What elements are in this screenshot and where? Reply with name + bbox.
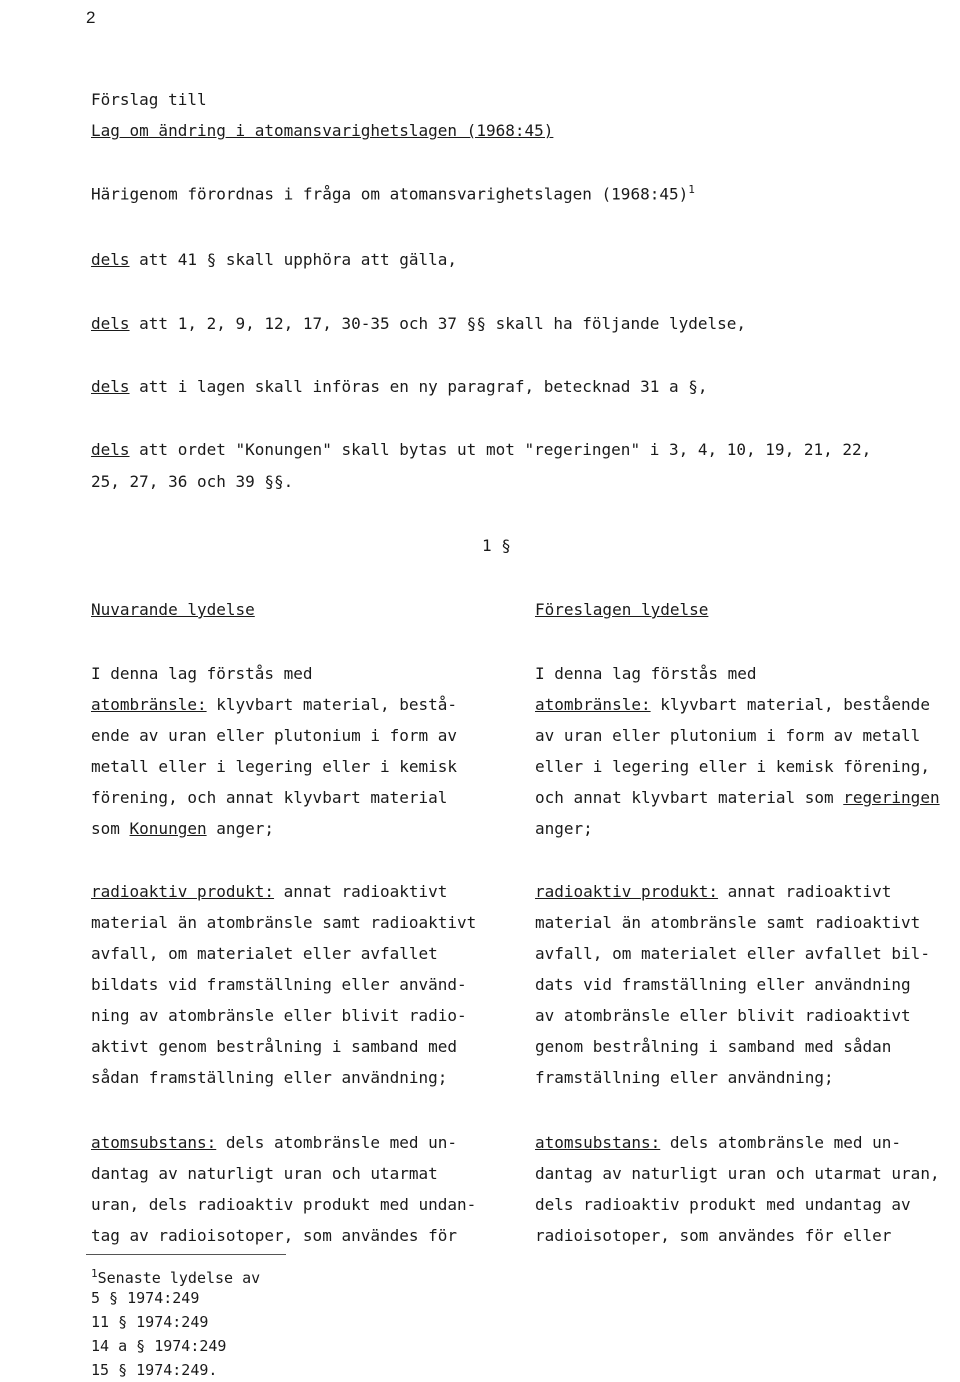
dels-prefix: dels xyxy=(91,440,130,459)
text-line xyxy=(535,689,940,720)
underlined-word: Konungen xyxy=(129,819,207,838)
text-line: dats vid framställning eller användning xyxy=(535,975,911,994)
text-fragment: annat radioaktivt xyxy=(718,882,892,901)
dels-prefix: dels xyxy=(91,250,130,269)
text-line: framställning eller användning; xyxy=(535,1068,834,1087)
text-fragment: och annat klyvbart material som xyxy=(535,788,844,807)
text-fragment: som xyxy=(91,819,130,838)
footnote-mark: 1 xyxy=(91,1267,98,1280)
dels-text: att 41 § skall upphöra att gälla, xyxy=(129,250,458,269)
text-line xyxy=(535,1127,940,1158)
text-line: aktivt genom bestrålning i samband med xyxy=(91,1037,458,1056)
intro-text xyxy=(91,183,695,203)
right-column-header: Föreslagen lydelse xyxy=(535,600,709,619)
right-paragraph-atomsubstans xyxy=(535,1127,940,1251)
text-line: uran, dels radioaktiv produkt med undan- xyxy=(91,1195,477,1214)
text-line: genom bestrålning i samband med sådan xyxy=(535,1037,892,1056)
text-fragment: klyvbart material, bestående xyxy=(650,695,930,714)
text-fragment: anger; xyxy=(206,819,275,838)
footnote-line: 11 § 1974:249 xyxy=(91,1313,209,1331)
dels-text: att i lagen skall införas en ny paragraf, betecknad 31 a §, xyxy=(129,377,708,396)
page-number: 2 xyxy=(86,8,96,27)
text-line: I denna lag förstås med xyxy=(91,664,313,683)
text-line: tag av radioisotoper, som användes för xyxy=(91,1226,458,1245)
dels-text: att ordet "Konungen" skall bytas ut mot "regeringen" i 3, 4, 10, 19, 21, 22, xyxy=(129,440,872,459)
definition-term: atomsubstans: xyxy=(91,1133,217,1152)
footnote-line: 15 § 1974:249. xyxy=(91,1361,218,1379)
text-line: av atombränsle eller blivit radioaktivt xyxy=(535,1006,911,1025)
text-line: metall eller i legering eller i kemisk xyxy=(91,757,458,776)
text-line: material än atombränsle samt radioaktivt xyxy=(91,913,477,932)
text-line xyxy=(91,689,457,720)
intro-sentence: Härigenom förordnas i fråga om atomansvarighetslagen (1968:45) xyxy=(91,184,689,204)
definition-term: atombränsle: xyxy=(91,695,207,714)
text-line xyxy=(535,782,940,813)
text-fragment: dels atombränsle med un- xyxy=(660,1133,902,1152)
footnote xyxy=(91,1262,260,1382)
definition-term: radioaktiv produkt: xyxy=(91,882,275,901)
text-line: I denna lag förstås med xyxy=(535,664,757,683)
left-paragraph-atombransle xyxy=(91,658,457,844)
text-line: anger; xyxy=(535,819,593,838)
text-line: dantag av naturligt uran och utarmat xyxy=(91,1164,438,1183)
text-line: bildats vid framställning eller använd- xyxy=(91,975,467,994)
footnote-line: 5 § 1974:249 xyxy=(91,1289,200,1307)
footnote-line: 14 a § 1974:249 xyxy=(91,1337,227,1355)
text-line: radioisotoper, som användes för eller xyxy=(535,1226,892,1245)
text-line: material än atombränsle samt radioaktivt xyxy=(535,913,921,932)
text-line: avfall, om materialet eller avfallet xyxy=(91,944,438,963)
right-paragraph-atombransle xyxy=(535,658,940,844)
text-fragment: klyvbart material, bestå- xyxy=(206,695,458,714)
dels-prefix: dels xyxy=(91,314,130,333)
left-column-header: Nuvarande lydelse xyxy=(91,600,255,619)
text-line: dantag av naturligt uran och utarmat uran, xyxy=(535,1164,940,1183)
text-line: ende av uran eller plutonium i form av xyxy=(91,726,458,745)
footnote-title-text: Senaste lydelse av xyxy=(97,1269,261,1287)
footnote-reference: 1 xyxy=(688,183,695,196)
text-line: dels radioaktiv produkt med undantag av xyxy=(535,1195,911,1214)
dels-text: att 1, 2, 9, 12, 17, 30-35 och 37 §§ skall ha följande lydelse, xyxy=(129,314,747,333)
heading-line-1: Förslag till xyxy=(91,90,207,109)
dels-continuation: 25, 27, 36 och 39 §§. xyxy=(91,472,294,491)
footnote-rule xyxy=(86,1254,286,1255)
dels-item xyxy=(91,314,746,333)
text-line xyxy=(91,876,476,907)
definition-term: radioaktiv produkt: xyxy=(535,882,719,901)
left-paragraph-radioaktiv-produkt xyxy=(91,876,476,1093)
text-line: ning av atombränsle eller blivit radio- xyxy=(91,1006,467,1025)
text-line: eller i legering eller i kemisk förening, xyxy=(535,757,930,776)
text-fragment: dels atombränsle med un- xyxy=(216,1133,458,1152)
dels-item xyxy=(91,440,871,459)
text-line: avfall, om materialet eller avfallet bil- xyxy=(535,944,930,963)
right-paragraph-radioaktiv-produkt xyxy=(535,876,930,1093)
dels-item xyxy=(91,377,708,396)
definition-term: atombränsle: xyxy=(535,695,651,714)
underlined-word: regeringen xyxy=(843,788,940,807)
dels-item xyxy=(91,250,457,269)
text-line xyxy=(535,876,930,907)
dels-prefix: dels xyxy=(91,377,130,396)
text-line xyxy=(91,1127,476,1158)
text-fragment: annat radioaktivt xyxy=(274,882,448,901)
text-line: av uran eller plutonium i form av metall xyxy=(535,726,921,745)
footnote-title xyxy=(91,1262,260,1286)
text-line: förening, och annat klyvbart material xyxy=(91,788,448,807)
text-line: sådan framställning eller användning; xyxy=(91,1068,448,1087)
left-paragraph-atomsubstans xyxy=(91,1127,476,1251)
section-heading: 1 § xyxy=(482,536,511,555)
heading-line-2: Lag om ändring i atomansvarighetslagen (1968:45) xyxy=(91,121,554,140)
text-line xyxy=(91,813,457,844)
definition-term: atomsubstans: xyxy=(535,1133,661,1152)
